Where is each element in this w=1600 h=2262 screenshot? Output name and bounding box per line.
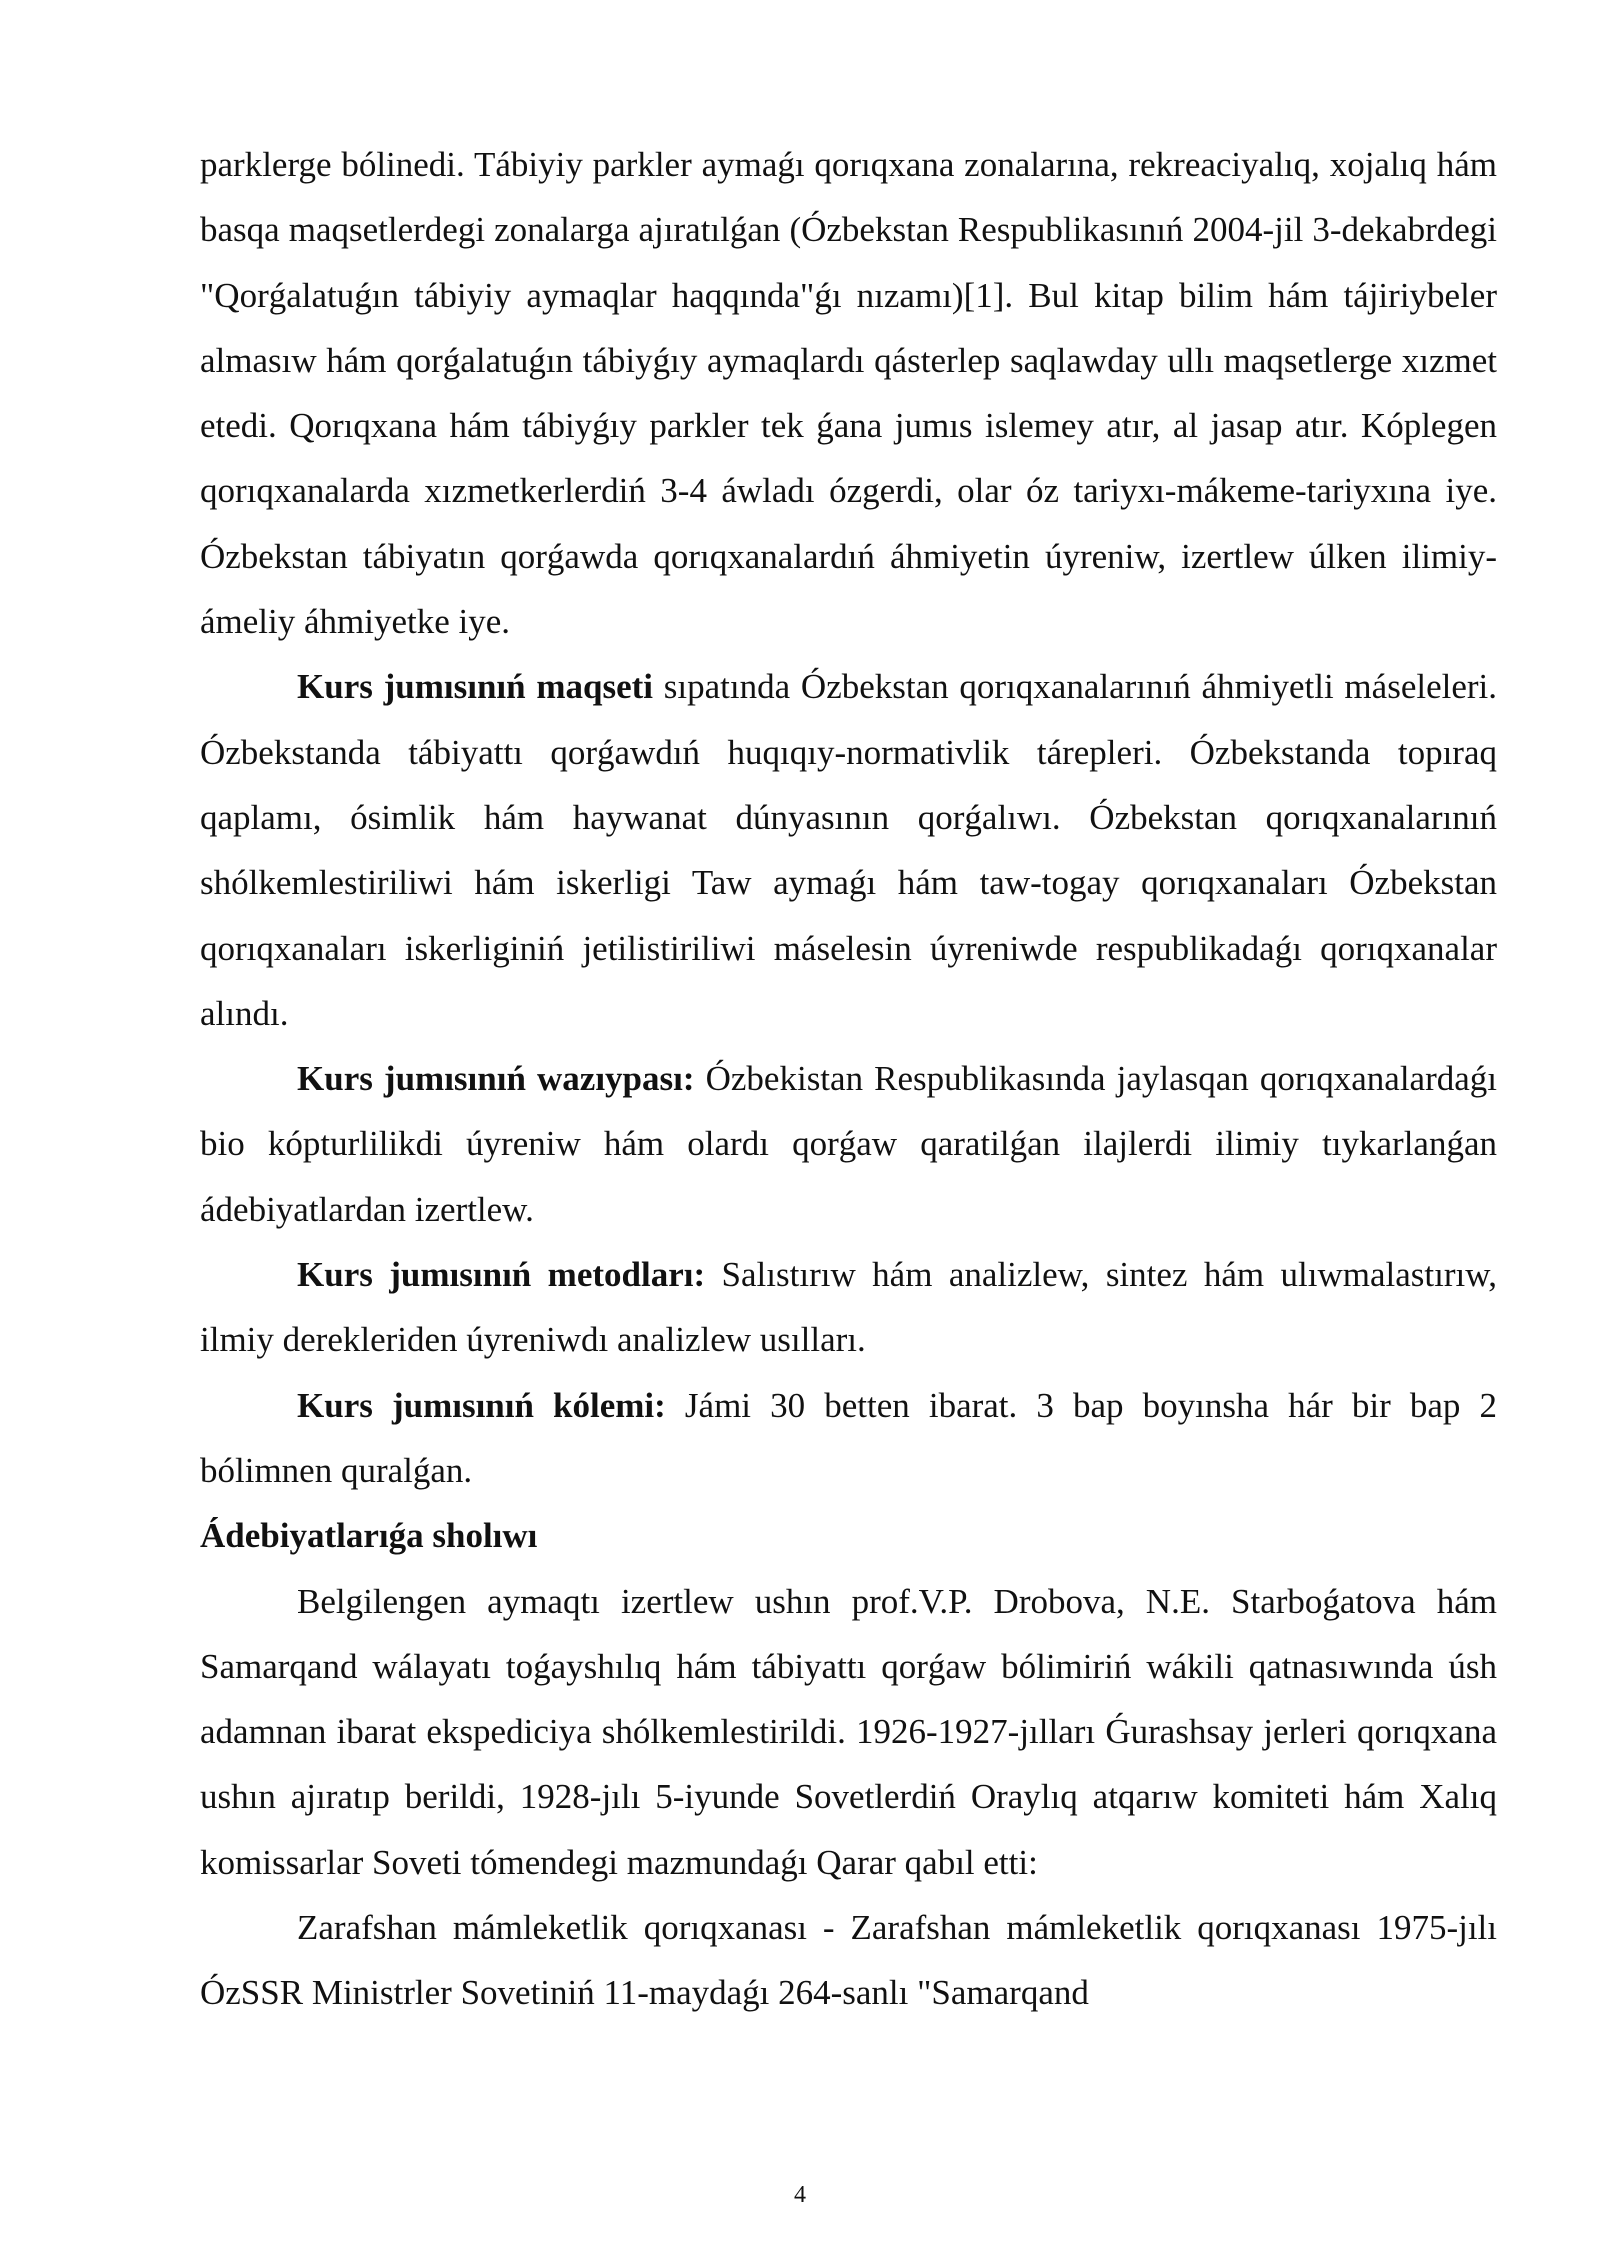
section-heading: Ádebiyatlarıǵa sholıwı [200, 1516, 538, 1556]
volume-text: Jámi 30 betten ibarat. 3 bap boyınsha hár bir bap 2 bólimnen quralǵan. [200, 1385, 1497, 1490]
page-body [200, 132, 1497, 2026]
intro-paragraph: parklerge bólinedi. Tábiyiy parkler aymaǵı qorıqxana zonalarına, rekreaciyalıq, xojalıq hám basqa maqsetlerdegi zonalarga ajıratılǵan (Ózbekstan Respublikasınıń 2004-jil 3-dekabrdegi "Qorǵalatuǵın tábiyiy aymaqlar haqqında"ǵı nızamı)[1]. Bul kitap bilim hám tájiriybeler almasıw hám qorǵalatuǵın tábiyǵıy aymaqlardı qásterlep saqlawday ullı maqsetlerge xızmet etedi. Qorıqxana hám tábiyǵıy parkler tek ǵana jumıs islemey atır, al jasap atır. Kóplegen qorıqxanalarda xızmetkerlerdiń 3-4 áwladı ózgerdi, olar óz tariyxı-mákeme-tariyxına iye. Ózbekstan tábiyatın qorǵawda qorıqxanalardıń áhmiyetin úyreniw, izertlew úlken ilimiy-ámeliy áhmiyetke iye. [200, 145, 1497, 642]
goal-text: sıpatında Ózbekstan qorıqxanalarınıń áhmiyetli máseleleri. Ózbekstanda tábiyattı qorǵawdıń huqıqıy-normativlik tárepleri. Ózbekstanda topıraq qaplamı, ósimlik hám haywanat dúnyasının qorǵalıwı. Ózbekstan qorıqxanalarınıń shólkemlestiriliwi hám iskerligi Taw aymaǵı hám taw-togay qorıqxanaları Ózbekstan qorıqxanaları iskerliginiń jetilistiriliwi máselesin úyreniwde respublikadaǵı qorıqxanalar alındı. [200, 667, 1497, 1033]
page-number: 4 [794, 2182, 806, 2208]
methods-text: Salıstırıw hám analizlew, sintez hám ulıwmalastırıw, ilmiy derekleriden úyreniwdı analizlew usılları. [200, 1255, 1497, 1360]
task-text: Ózbekistan Respublikasında jaylasqan qorıqxanalardaǵı bio kópturlilikdi úyreniw hám olardı qorǵaw qaratilǵan ilajlerdi ilimiy tıykarlanǵan ádebiyatlardan izertlew. [200, 1059, 1497, 1229]
goal-label: Kurs jumısınıń maqseti [297, 667, 654, 707]
methods-paragraph [200, 1242, 1497, 1373]
methods-label: Kurs jumısınıń metodları: [297, 1255, 706, 1295]
volume-paragraph [200, 1373, 1497, 1504]
goal-paragraph [200, 654, 1497, 1046]
task-label: Kurs jumısınıń wazıypası: [297, 1059, 695, 1099]
task-paragraph [200, 1046, 1497, 1242]
volume-label: Kurs jumısınıń kólemi: [297, 1385, 666, 1425]
zarafshan-paragraph: Zarafshan mámleketlik qorıqxanası - Zarafshan mámleketlik qorıqxanası 1975-jılı ÓzSSR Ministrler Sovetiniń 11-maydaǵı 264-sanlı "Samarqand [200, 1908, 1497, 2013]
literature-paragraph: Belgilengen aymaqtı izertlew ushın prof.V.P. Drobova, N.E. Starboǵatova hám Samarqand wálayatı toǵayshılıq hám tábiyattı qorǵaw bólimiriń wákili qatnasıwında úsh adamnan ibarat ekspediciya shólkemlestirildi. 1926-1927-jılları Ǵurashsay jerleri qorıqxana ushın ajıratıp berildi, 1928-jılı 5-iyunde Sovetlerdiń Oraylıq atqarıw komiteti hám Xalıq komissarlar Soveti tómendegi mazmundaǵı Qarar qabıl etti: [200, 1581, 1497, 1882]
